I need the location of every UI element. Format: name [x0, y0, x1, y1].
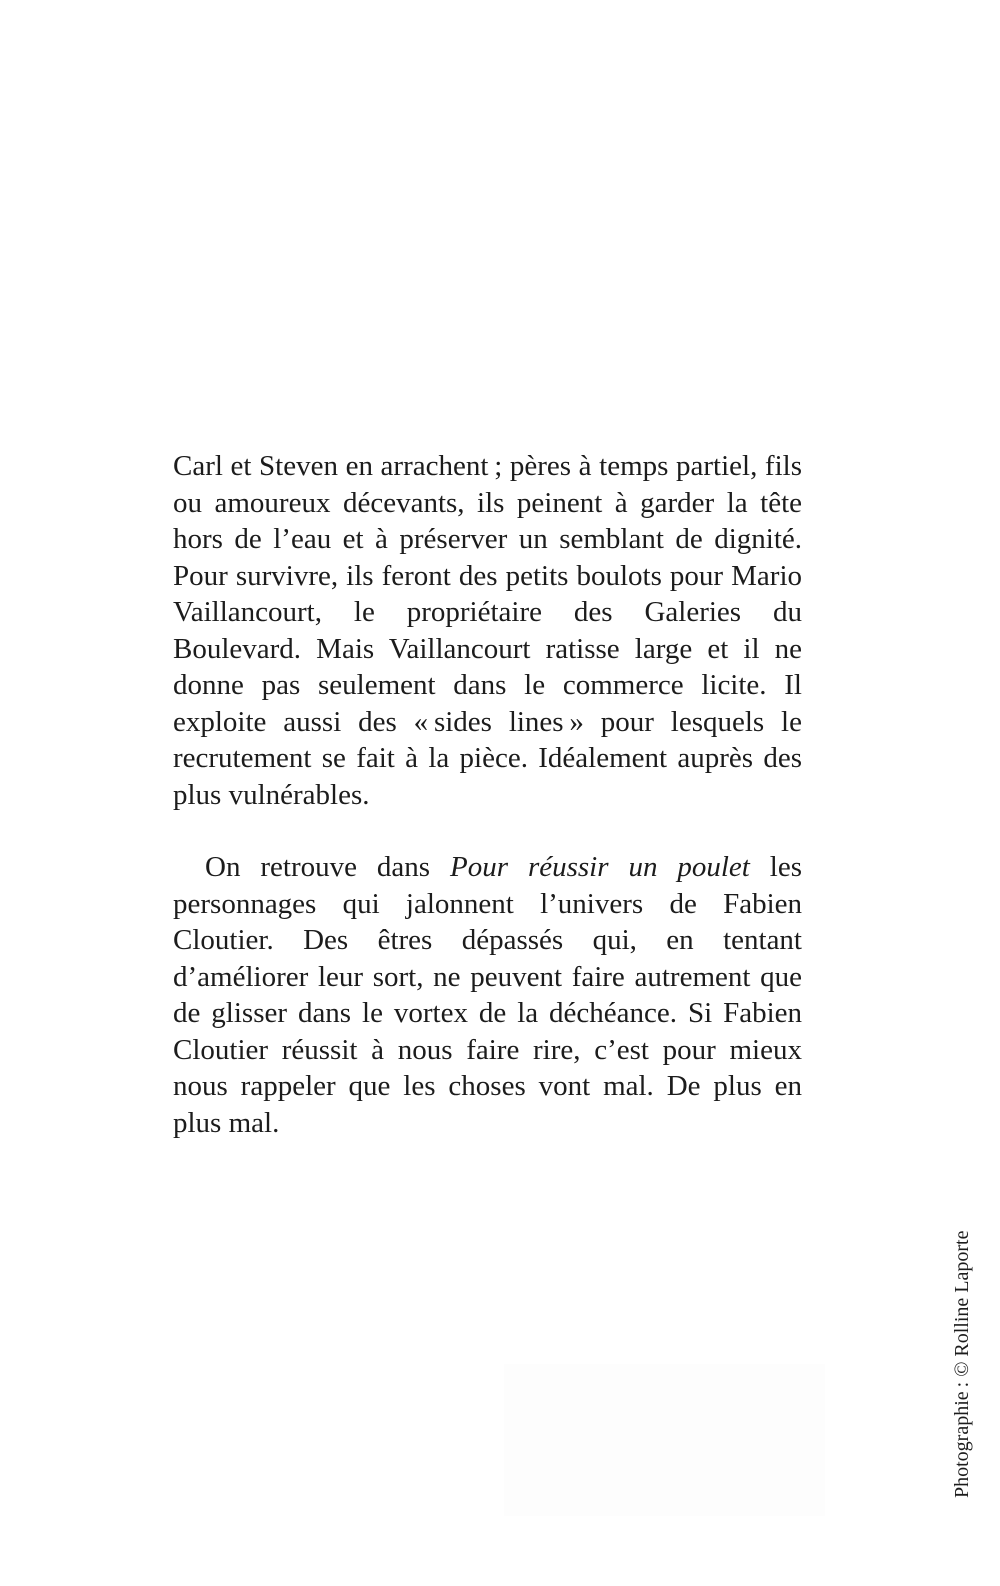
paragraph-2-intro: On retrouve dans — [205, 851, 451, 883]
photo-credit: Photographie : © Rolline Laporte — [951, 1230, 973, 1498]
photo-credit-container — [948, 1208, 976, 1498]
paragraph-2-rest: les personnages qui jalonnent l’univers de Fabien Cloutier. Des êtres dépassés qui, en tentant d’améliorer leur sort, ne peuvent faire autrement que de glisser dans le vortex de la déchéance. Si Fabien Cloutier réussit à nous faire rire, c’est pour mieux nous rappeler que les choses vont mal. De plus en plus mal. — [173, 851, 803, 1139]
synopsis-text — [173, 448, 802, 1141]
book-title: Pour réussir un poulet — [450, 851, 750, 883]
author-photo-area — [504, 1364, 825, 1516]
synopsis-paragraph-1: Carl et Steven en arrachent ; pères à temps partiel, fils ou amoureux décevants, ils peinent à garder la tête hors de l’eau et à préserver un semblant de dignité. Pour survivre, ils feront des petits boulots pour Mario Vaillancourt, le propriétaire des Galeries du Boulevard. Mais Vaillancourt ratisse large et il ne donne pas seulement dans le commerce licite. Il exploite aussi des « sides lines » pour lesquels le recrutement se fait à la pièce. Idéalement auprès des plus vulnérables. — [173, 450, 802, 811]
synopsis-paragraph-2 — [173, 849, 802, 1141]
